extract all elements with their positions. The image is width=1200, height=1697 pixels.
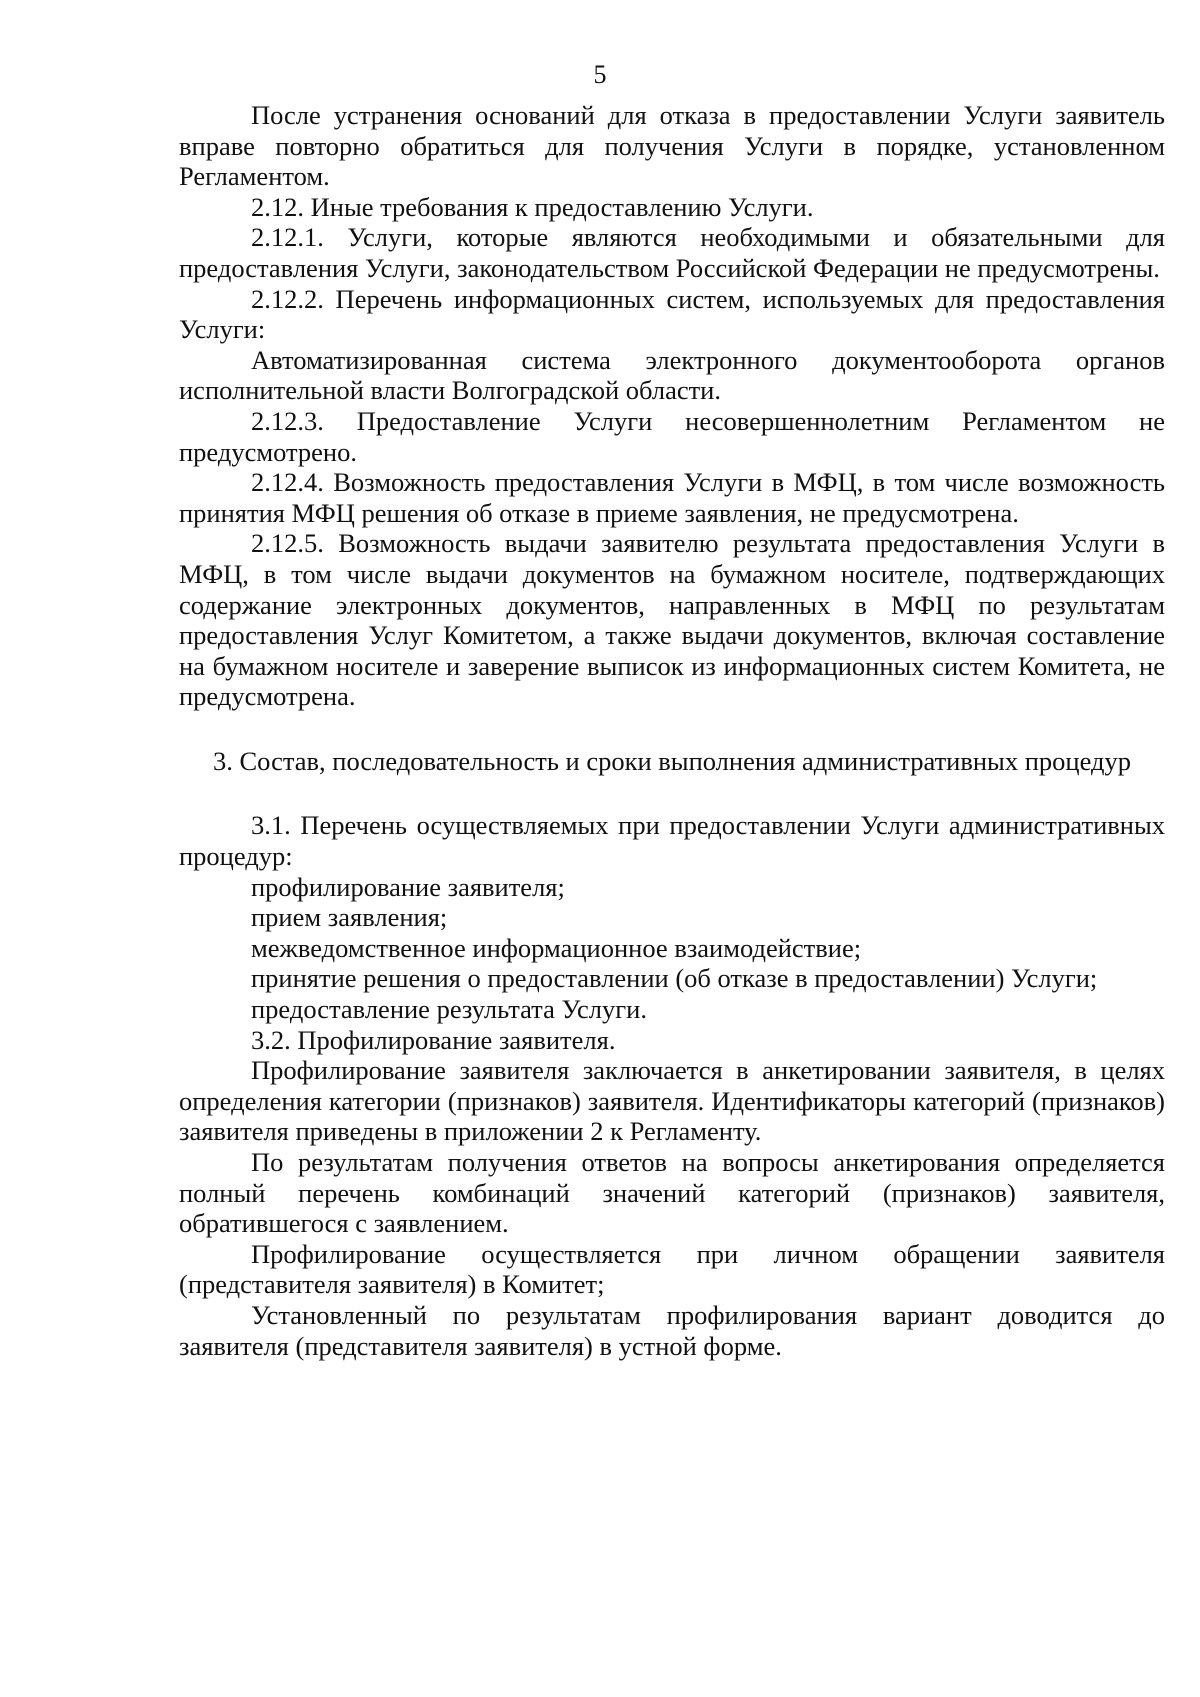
paragraph-profiling-verbal: Установленный по результатам профилирования вариант доводится до заявителя (представителя заявителя) в устной форме. [179,1299,1165,1361]
procedure-item: межведомственное информационное взаимодействие; [251,932,862,963]
paragraph-after-refusal: После устранения оснований для отказа в предоставлении Услуги заявитель вправе повторно обратиться для получения Услуги в порядке, установленном Регламентом. [179,100,1165,192]
paragraph-2-12-4: 2.12.4. Возможность предоставления Услуги в МФЦ, в том числе возможность принятия МФЦ решения об отказе в приеме заявления, не предусмотрена. [179,467,1165,528]
paragraph-2-12-2: 2.12.2. Перечень информационных систем, используемых для предоставления Услуги: [179,283,1165,345]
paragraph-profiling-results: По результатам получения ответов на вопросы анкетирования определяется полный перечень комбинаций значений категорий (признаков) заявителя, обратившегося с заявлением. [179,1147,1165,1239]
paragraph-profiling-purpose: Профилирование заявителя заключается в анкетировании заявителя, в целях определения категории (признаков) заявителя. Идентификаторы категорий (признаков) заявителя приведены в приложении 2 к Регламенту. [179,1055,1165,1147]
section-gap [179,776,1165,810]
procedure-item: прием заявления; [251,902,448,933]
paragraph-2-12-3: 2.12.3. Предоставление Услуги несовершеннолетним Регламентом не предусмотрено. [179,405,1165,467]
paragraph-2-12-5: 2.12.5. Возможность выдачи заявителю результата предоставления Услуги в МФЦ, в том числе выдачи документов на бумажном носителе, подтверждающих содержание электронных документов, направленных в МФЦ по результатам предоставления Услуг Комитетом, а также выдачи документов, включая составление на бумажном носителе и заверение выписок из информационных систем Комитета, не предусмотрена. [179,528,1165,712]
procedure-item: профилирование заявителя; [251,871,565,902]
procedure-item: принятие решения о предоставлении (об отказе в предоставлении) Услуги; [251,963,1098,994]
page-number: 5 [593,60,607,89]
document-body [179,100,1165,1361]
section-gap [179,712,1165,746]
paragraph-2-12-1: 2.12.1. Услуги, которые являются необходимыми и обязательными для предоставления Услуги, законодательством Российской Федерации не предусмотрены. [179,222,1165,283]
procedure-item: предоставление результата Услуги. [251,994,647,1025]
paragraph-profiling-personal: Профилирование осуществляется при личном обращении заявителя (представителя заявителя) в Комитет; [179,1238,1165,1300]
section-heading-3: 3. Состав, последовательность и сроки выполнения административных процедур [213,745,1131,776]
paragraph-3-1: 3.1. Перечень осуществляемых при предоставлении Услуги административных процедур: [179,810,1165,872]
paragraph-2-12: 2.12. Иные требования к предоставлению Услуги. [251,191,814,222]
paragraph-3-2: 3.2. Профилирование заявителя. [251,1024,616,1055]
paragraph-information-system: Автоматизированная система электронного документооборота органов исполнительной власти Волгоградской области. [179,344,1165,406]
